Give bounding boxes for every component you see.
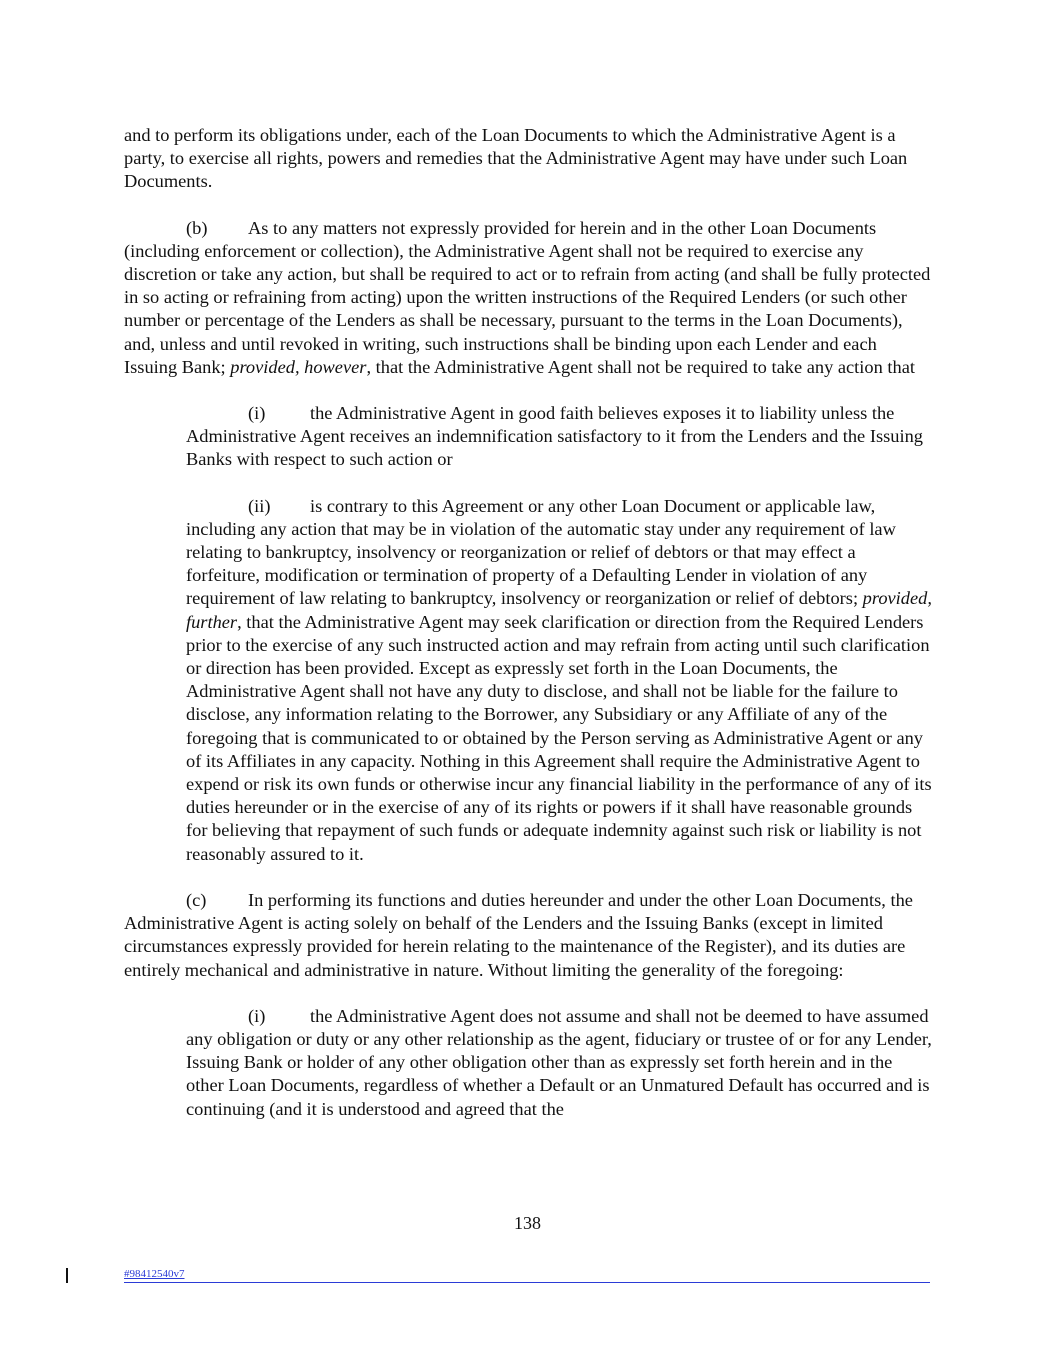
paragraph-b xyxy=(124,217,932,379)
paragraph-b-proviso: provided, however xyxy=(230,356,367,377)
document-id-link[interactable]: #98412540v7 xyxy=(124,1268,185,1280)
paragraph-b-text: As to any matters not expressly provided for herein and in the other Loan Documents (including enforcement or collection), the Administrative Agent shall not be required to exercise any discretion or take any action, but shall be required to act or to refrain from acting (and shall be fully protected in so acting or refraining from acting) upon the written instructions of the Required Lenders (or such other number or percentage of the Lenders as shall be necessary, pursuant to the terms in the Loan Documents), and, unless and until revoked in writing, such instructions shall be binding upon each Lender and each Issuing Bank; xyxy=(124,217,931,377)
paragraph-c-label: (c) xyxy=(186,889,207,910)
paragraph-b-ii-text: is contrary to this Agreement or any other Loan Document or applicable law, including any action that may be in violation of the automatic stay under any requirement of law relating to bankruptcy, insolvency or reorganization or relief of debtors or that may effect a forfeiture, modification or termination of property of a Defaulting Lender in violation of any requirement of law relating to bankruptcy, insolvency or reorganization or relief of debtors; xyxy=(186,495,896,609)
paragraph-c-i-text: the Administrative Agent does not assume and shall not be deemed to have assumed any obligation or duty or any other relationship as the agent, fiduciary or trustee of or for any Lender, Issuing Bank or holder of any other obligation other than as expressly set forth herein and in the other Loan Documents, regardless of whether a Default or an Unmatured Default has occurred and is continuing (and it is understood and agreed that the xyxy=(186,1005,932,1119)
paragraph-continuation: and to perform its obligations under, each of the Loan Documents to which the Administrative Agent is a party, to exercise all rights, powers and remedies that the Administrative Agent may have under such Loan Documents. xyxy=(124,125,908,192)
paragraph-b-ii-label: (ii) xyxy=(248,495,271,516)
paragraph-b-label: (b) xyxy=(186,217,208,238)
page-number: 138 xyxy=(514,1213,541,1233)
change-bar xyxy=(66,1268,68,1283)
paragraph-b-ii-proviso: provided, further xyxy=(186,588,932,632)
paragraph-b-i-text: the Administrative Agent in good faith believes exposes it to liability unless the Administrative Agent receives an indemnification satisfactory to it from the Lenders and the Issuing Banks with respect to such action or xyxy=(186,403,923,470)
paragraph-c-i-label: (i) xyxy=(248,1005,266,1026)
document-body xyxy=(124,124,932,1121)
paragraph-c-i xyxy=(186,1005,932,1121)
footer-divider xyxy=(124,1282,930,1283)
paragraph-b-ii-text-end: , that the Administrative Agent may seek clarification or direction from the Required Lenders prior to the exercise of any such instructed action and may refrain from acting until such clarification or direction has been provided. Except as expressly set forth in the Loan Documents, the Administrative Agent shall not have any duty to disclose, and shall not be liable for the failure to disclose, any information relating to the Borrower, any Subsidiary or any Affiliate of any of the foregoing that is communicated to or obtained by the Person serving as Administrative Agent or any of its Affiliates in any capacity. Nothing in this Agreement shall require the Administrative Agent to expend or risk its own funds or otherwise incur any financial liability in the performance of any of its duties hereunder or in the exercise of any of its rights or powers if it shall have reasonable grounds for believing that repayment of such funds or adequate indemnity against such risk or liability is not reasonably assured to it. xyxy=(186,611,932,864)
paragraph-b-ii xyxy=(186,495,932,866)
paragraph-b-i xyxy=(186,402,932,472)
paragraph-b-i-label: (i) xyxy=(248,403,266,424)
paragraph-c xyxy=(124,889,932,982)
paragraph-c-text: In performing its functions and duties hereunder and under the other Loan Documents, the Administrative Agent is acting solely on behalf of the Lenders and the Issuing Banks (except in limited circumstances expressly provided for herein relating to the maintenance of the Register), and its duties are entirely mechanical and administrative in nature. Without limiting the generality of the foregoing: xyxy=(124,889,913,980)
paragraph-b-text-end: , that the Administrative Agent shall not be required to take any action that xyxy=(366,356,915,377)
